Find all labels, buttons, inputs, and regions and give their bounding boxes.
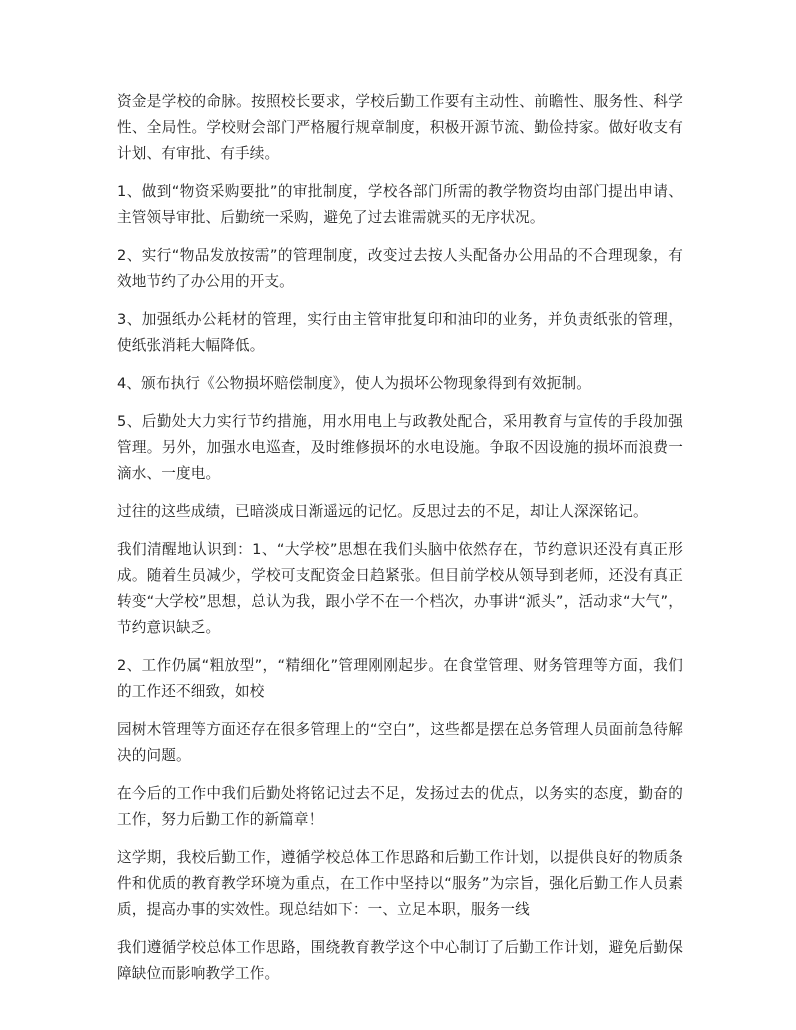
paragraph: 我们清醒地认识到：1、“大学校”思想在我们头脑中依然存在，节约意识还没有真正形成。随着生员减少，学校可支配资金日趋紧张。但目前学校从领导到老师，还没有真正转变“大学校”思想，总认为我，跟小学不在一个档次，办事讲“派头”，活动求“大气”，节约意识缺乏。 (117, 541, 683, 636)
paragraph: 资金是学校的命脉。按照校长要求，学校后勤工作要有主动性、前瞻性、服务性、科学性、全局性。学校财会部门严格履行规章制度，积极开源节流、勤俭持家。做好收支有计划、有审批、有手续。 (117, 93, 683, 162)
paragraph: 过往的这些成绩，已暗淡成日渐遥远的记忆。反思过去的不足，却让人深深铭记。 (117, 503, 648, 520)
paragraph: 2、工作仍属“粗放型”，“精细化”管理刚刚起步。在食堂管理、财务管理等方面，我们的工作还不细致，如校 (117, 657, 683, 700)
paragraph: 1、做到“物资采购要批”的审批制度，学校各部门所需的教学物资均由部门提出申请、主管领导审批、后勤统一采购，避免了过去谁需就买的无序状况。 (117, 183, 683, 226)
paragraph: 我们遵循学校总体工作思路，围绕教育教学这个中心制订了后勤工作计划，避免后勤保障缺位而影响教学工作。 (117, 939, 683, 982)
paragraph: 园树木管理等方面还存在很多管理上的“空白”，这些都是摆在总务管理人员面前急待解决的问题。 (117, 721, 683, 764)
paragraph: 3、加强纸办公耗材的管理，实行由主管审批复印和油印的业务，并负责纸张的管理，使纸张消耗大幅降低。 (117, 311, 683, 354)
document-body (117, 89, 683, 999)
paragraph: 这学期，我校后勤工作，遵循学校总体工作思路和后勤工作计划，以提供良好的物质条件和优质的教育教学环境为重点，在工作中坚持以“服务”为宗旨，强化后勤工作人员素质，提高办事的实效性。现总结如下：一、立足本职，服务一线 (117, 849, 683, 918)
paragraph: 5、后勤处大力实行节约措施，用水用电上与政教处配合，采用教育与宣传的手段加强管理。另外，加强水电巡查，及时维修损坏的水电设施。争取不因设施的损坏而浪费一滴水、一度电。 (117, 413, 683, 482)
paragraph: 在今后的工作中我们后勤处将铭记过去不足，发扬过去的优点，以务实的态度，勤奋的工作，努力后勤工作的新篇章！ (117, 785, 683, 828)
paragraph: 2、实行“物品发放按需”的管理制度，改变过去按人头配备办公用品的不合理现象，有效地节约了办公用的开支。 (117, 247, 683, 290)
paragraph: 4、颁布执行《公物损坏赔偿制度》，使人为损坏公物现象得到有效扼制。 (117, 375, 591, 392)
